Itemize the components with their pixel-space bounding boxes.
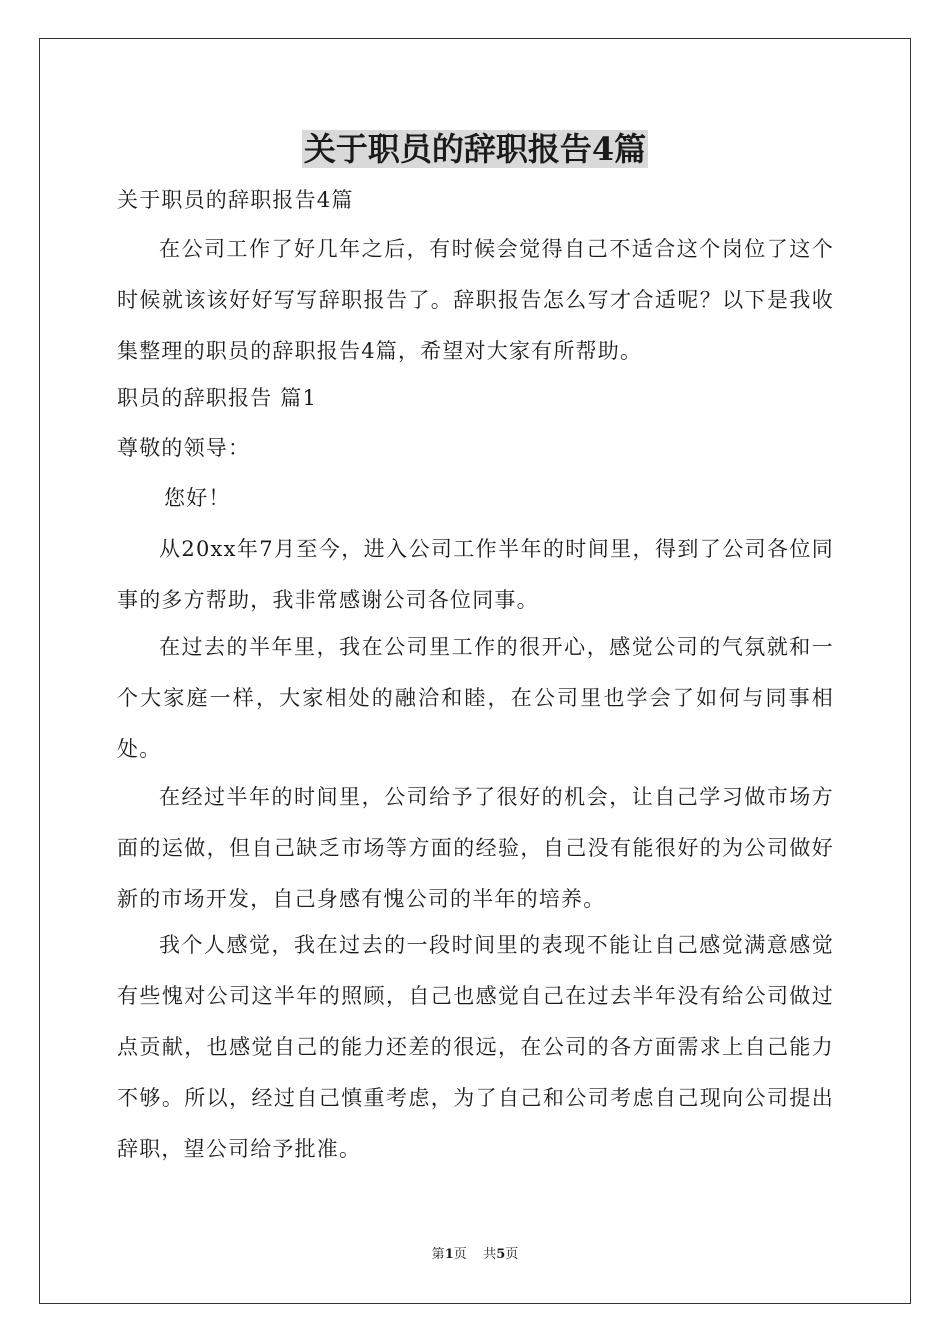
document-title-text: 关于职员的辞职报告4篇 bbox=[303, 130, 647, 168]
salutation: 尊敬的领导： bbox=[117, 436, 251, 460]
section-heading: 职员的辞职报告 篇1 bbox=[117, 386, 318, 410]
page-label-prefix: 第 bbox=[431, 1247, 445, 1262]
body-paragraph: 在经过半年的时间里，公司给予了很好的机会，让自己学习做市场方面的运做，但自己缺乏市场等方面的经验，自己没有能很好的为公司做好新的市场开发，自己身感有愧公司的半年的培养。 bbox=[117, 785, 834, 911]
total-pages-number: 5 bbox=[496, 1247, 506, 1262]
greeting: 您好！ bbox=[164, 486, 231, 510]
document-title bbox=[0, 127, 950, 171]
page-label-middle: 页 共 bbox=[453, 1247, 497, 1262]
body-paragraph: 从20xx年7月至今，进入公司工作半年的时间里，得到了公司各位同事的多方帮助，我非常感谢公司各位同事。 bbox=[117, 537, 834, 612]
page-label-suffix: 页 bbox=[505, 1247, 519, 1262]
body-paragraph: 在过去的半年里，我在公司里工作的很开心，感觉公司的气氛就和一个大家庭一样，大家相处的融洽和睦，在公司里也学会了如何与同事相处。 bbox=[117, 635, 834, 761]
page-footer bbox=[0, 1246, 950, 1264]
current-page-number: 1 bbox=[444, 1247, 454, 1262]
body-paragraph: 我个人感觉，我在过去的一段时间里的表现不能让自己感觉满意感觉有些愧对公司这半年的照顾，自己也感觉自己在过去半年没有给公司做过点贡献，也感觉自己的能力还差的很远，在公司的各方面需求上自己能力不够。所以，经过自己慎重考虑，为了自己和公司考虑自己现向公司提出辞职，望公司给予批准。 bbox=[117, 933, 834, 1161]
intro-paragraph: 在公司工作了好几年之后，有时候会觉得自己不适合这个岗位了这个时候就该该好好写写辞职报告了。辞职报告怎么写才合适呢？以下是我收集整理的职员的辞职报告4篇，希望对大家有所帮助。 bbox=[117, 237, 834, 363]
document-subtitle: 关于职员的辞职报告4篇 bbox=[117, 188, 354, 212]
